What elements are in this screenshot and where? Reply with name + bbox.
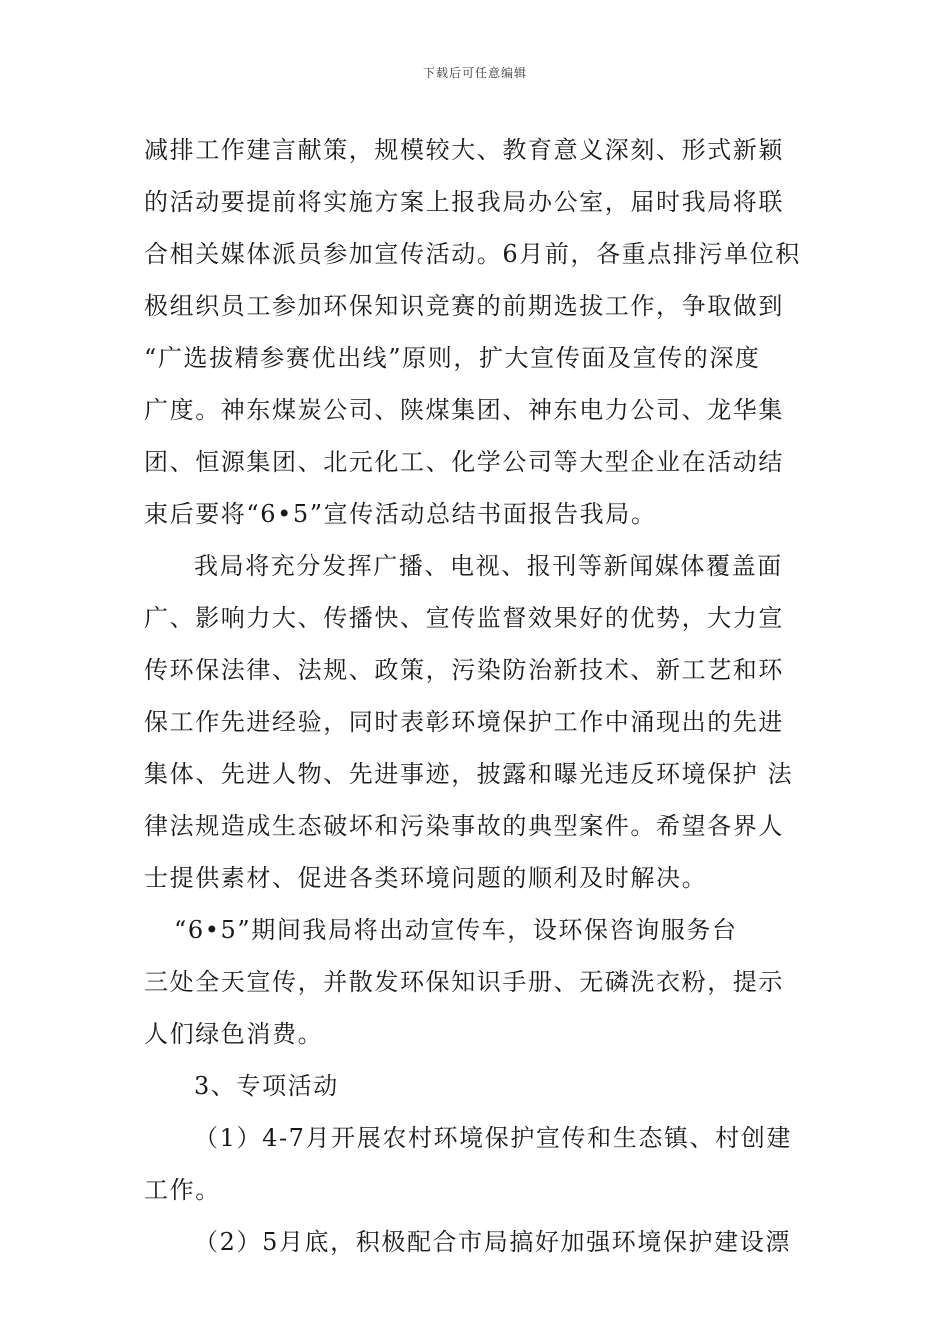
body-line: 极组织员工参加环保知识竞赛的前期选拔工作，争取做到 — [144, 292, 784, 320]
body-line: 三处全天宣传，并散发环保知识手册、无磷洗衣粉，提示 — [144, 968, 784, 996]
body-line: 集体、先进人物、先进事迹，披露和曝光违反环境保护 法 — [144, 760, 794, 788]
document-body — [144, 124, 808, 1268]
paragraph-first-line: “6•5”期间我局将出动宣传车，设环保咨询服务台 — [174, 916, 738, 944]
body-line: 工作。 — [144, 1176, 221, 1204]
body-line: 的活动要提前将实施方案上报我局办公室，届时我局将联 — [144, 188, 784, 216]
page-header-note: 下载后可任意编辑 — [422, 66, 527, 80]
body-line: 人们绿色消费。 — [144, 1020, 324, 1048]
body-line: 减排工作建言献策，规模较大、教育意义深刻、形式新颖 — [144, 136, 784, 164]
body-line: 团、恒源集团、北元化工、化学公司等大型企业在活动结 — [144, 448, 784, 476]
body-line: 士提供素材、促进各类环境问题的顺利及时解决。 — [144, 864, 708, 892]
body-line: 保工作先进经验，同时表彰环境保护工作中涌现出的先进 — [144, 708, 784, 736]
section-heading: 3、专项活动 — [194, 1072, 339, 1100]
body-line: 广、影响力大、传播快、宣传监督效果好的优势，大力宣 — [144, 604, 784, 632]
body-line: 束后要将“6•5”宣传活动总结书面报告我局。 — [144, 500, 657, 528]
body-line: 律法规造成生态破坏和污染事故的典型案件。希望各界人 — [144, 812, 784, 840]
body-line: “广选拔精参赛优出线”原则，扩大宣传面及宣传的深度 — [144, 344, 761, 372]
body-line: 合相关媒体派员参加宣传活动。6月前，各重点排污单位积 — [144, 240, 801, 268]
body-line: 传环保法律、法规、政策，污染防治新技术、新工艺和环 — [144, 656, 784, 684]
list-item-first-line: （1）4-7月开展农村环境保护宣传和生态镇、村创建 — [194, 1124, 792, 1152]
list-item-first-line: （2）5月底，积极配合市局搞好加强环境保护建设漂 — [194, 1228, 791, 1256]
paragraph-first-line: 我局将充分发挥广播、电视、报刊等新闻媒体覆盖面 — [194, 552, 783, 580]
body-line: 广度。神东煤炭公司、陕煤集团、神东电力公司、龙华集 — [144, 396, 784, 424]
